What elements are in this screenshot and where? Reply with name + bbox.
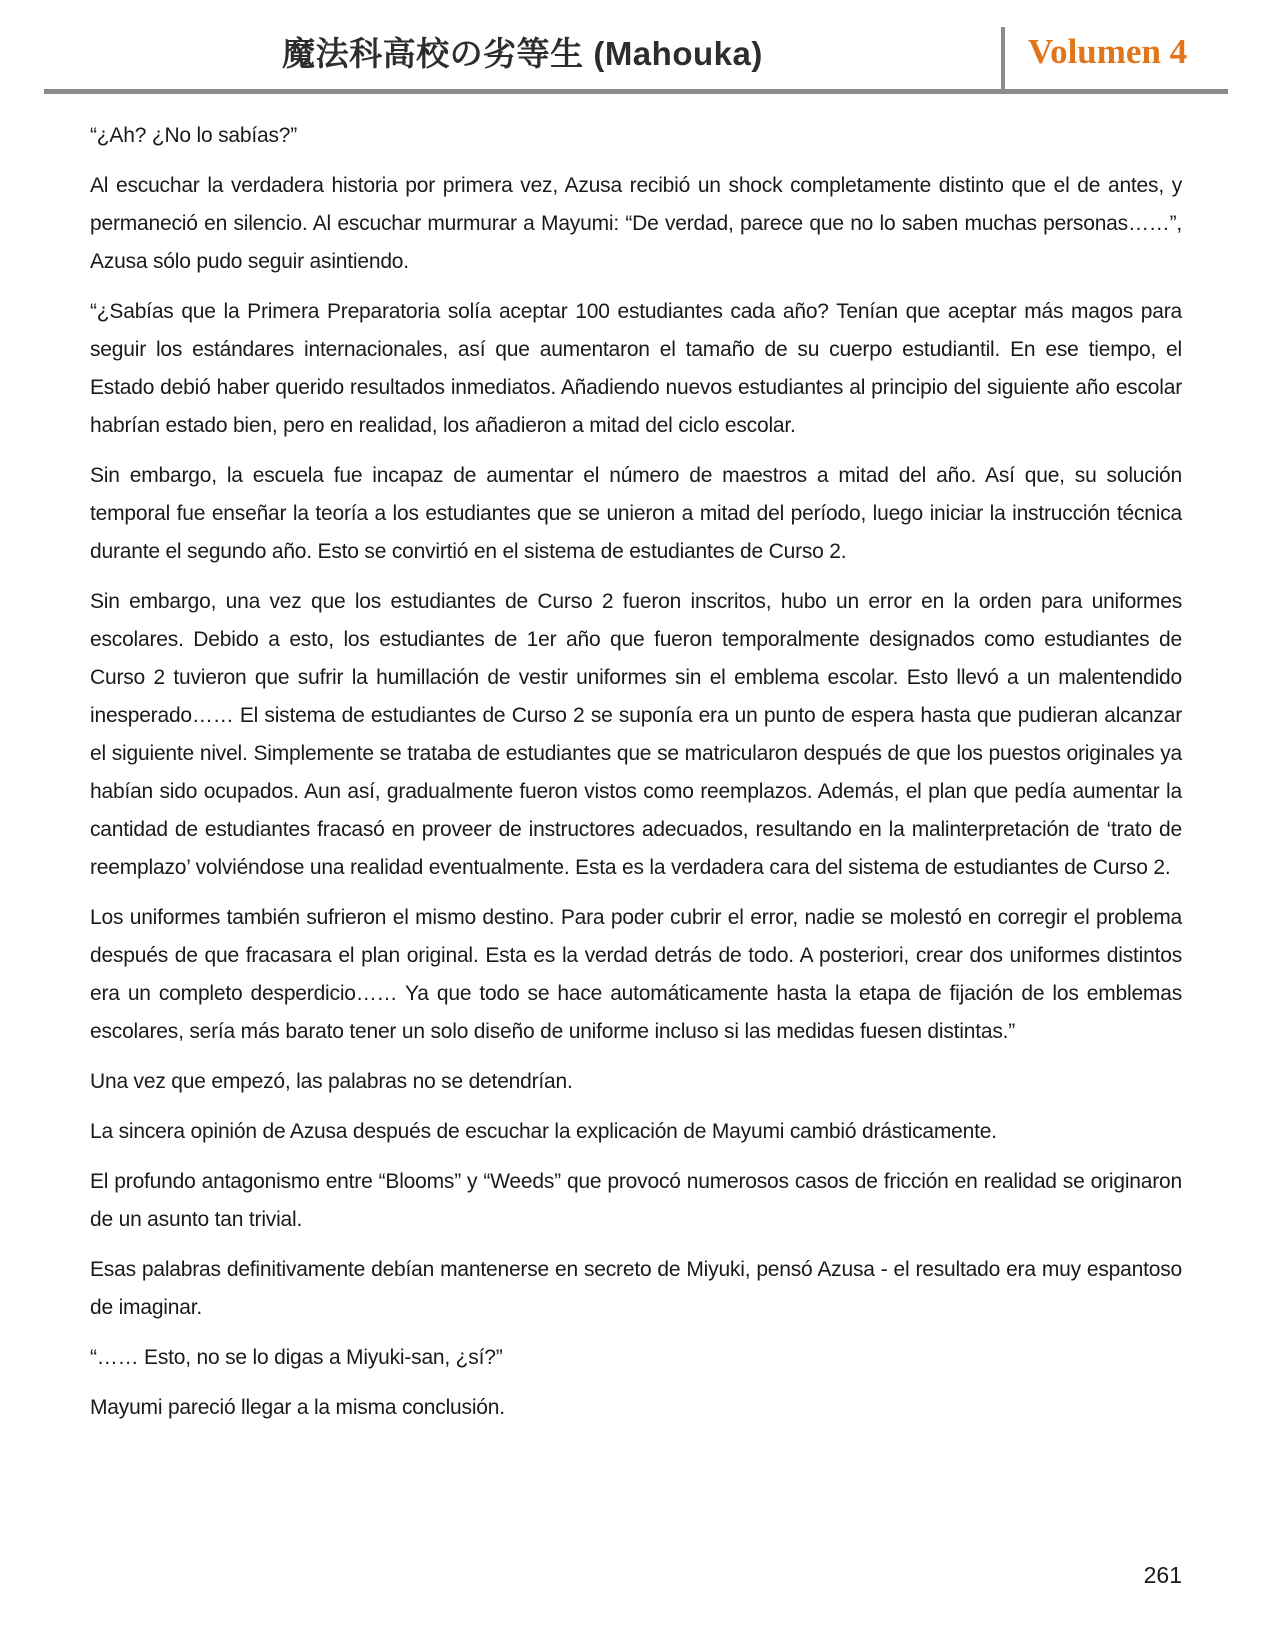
paragraph: Mayumi pareció llegar a la misma conclusión. [90,1396,505,1419]
paragraph: Esas palabras definitivamente debían mantenerse en secreto de Miyuki, pensó Azusa - el resultado era muy espantoso de imaginar. [90,1258,1182,1319]
header-horizontal-rule [44,89,1228,94]
paragraph: Sin embargo, la escuela fue incapaz de aumentar el número de maestros a mitad del año. Así que, su solución temporal fue enseñar la teoría a los estudiantes que se unieron a mitad del período, luego iniciar la instrucción técnica durante el segundo año. Esto se convirtió en el sistema de estudiantes de Curso 2. [90,464,1182,563]
paragraph: Los uniformes también sufrieron el mismo destino. Para poder cubrir el error, nadie se molestó en corregir el problema después de que fracasara el plan original. Esta es la verdad detrás de todo. A posteriori, crear dos uniformes distintos era un completo desperdicio…… Ya que todo se hace automáticamente hasta la etapa de fijación de los emblemas escolares, sería más barato tener un solo diseño de uniforme incluso si las medidas fuesen distintas.” [90,906,1182,1043]
page-number: 261 [1143,1562,1182,1588]
paragraph: La sincera opinión de Azusa después de escuchar la explicación de Mayumi cambió drásticamente. [90,1120,997,1143]
header-vertical-divider [1001,27,1005,89]
volume-label: Volumen 4 [1028,32,1188,71]
page-body [90,117,1182,1439]
paragraph: Al escuchar la verdadera historia por primera vez, Azusa recibió un shock completamente distinto que el de antes, y permaneció en silencio. Al escuchar murmurar a Mayumi: “De verdad, parece que no lo saben muchas personas……”, Azusa sólo pudo seguir asintiendo. [90,174,1182,273]
paragraph: “…… Esto, no se lo digas a Miyuki-san, ¿sí?” [90,1346,503,1369]
page-title: 魔法科高校の劣等生 (Mahouka) [282,35,763,72]
paragraph: Sin embargo, una vez que los estudiantes de Curso 2 fueron inscritos, hubo un error en la orden para uniformes escolares. Debido a esto, los estudiantes de 1er año que fueron temporalmente designados como estudiantes de Curso 2 tuvieron que sufrir la humillación de vestir uniformes sin el emblema escolar. Esto llevó a un malentendido inesperado…… El sistema de estudiantes de Curso 2 se suponía era un punto de espera hasta que pudieran alcanzar el siguiente nivel. Simplemente se trataba de estudiantes que se matricularon después de que los puestos originales ya habían sido ocupados. Aun así, gradualmente fueron vistos como reemplazos. Además, el plan que pedía aumentar la cantidad de estudiantes fracasó en proveer de instructores adecuados, resultando en la malinterpretación de ‘trato de reemplazo’ volviéndose una realidad eventualmente. Esta es la verdadera cara del sistema de estudiantes de Curso 2. [90,590,1182,879]
paragraph: “¿Ah? ¿No lo sabías?” [90,124,298,147]
paragraph: “¿Sabías que la Primera Preparatoria solía aceptar 100 estudiantes cada año? Tenían que aceptar más magos para seguir los estándares internacionales, así que aumentaron el tamaño de su cuerpo estudiantil. En ese tiempo, el Estado debió haber querido resultados inmediatos. Añadiendo nuevos estudiantes al principio del siguiente año escolar habrían estado bien, pero en realidad, los añadieron a mitad del ciclo escolar. [90,300,1182,437]
paragraph: Una vez que empezó, las palabras no se detendrían. [90,1070,573,1093]
paragraph: El profundo antagonismo entre “Blooms” y “Weeds” que provocó numerosos casos de fricción en realidad se originaron de un asunto tan trivial. [90,1170,1182,1231]
